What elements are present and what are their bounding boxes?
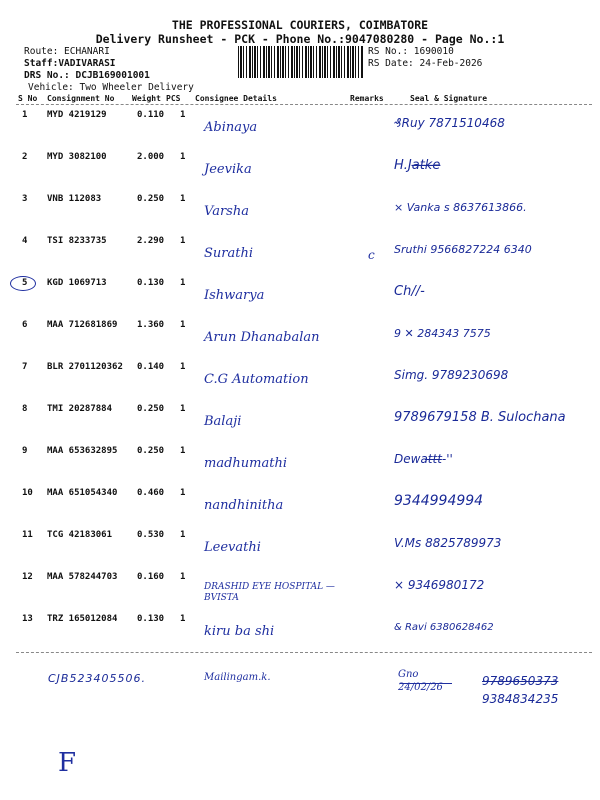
row-consignee-handwritten: Surathi [204, 246, 253, 261]
staff-label: Staff: [24, 58, 59, 69]
row-pcs: 1 [180, 362, 186, 372]
row-consignment-no: TMI 20287884 [47, 404, 113, 414]
route-label: Route: ECHANARI [24, 46, 110, 57]
row-consignee-handwritten: kiru ba shi [204, 624, 275, 639]
row-consignment-no: KGD 1069713 [47, 278, 107, 288]
row-weight: 0.460 [137, 488, 165, 498]
date-underline [400, 683, 452, 684]
row-consignment-no: MAA 712681869 [47, 320, 118, 330]
staff-line [24, 58, 116, 69]
row-signature: 9344994994 [394, 493, 484, 509]
row-sno: 13 [22, 614, 33, 624]
row-consignment-no: BLR 2701120362 [47, 362, 123, 372]
row-sno: 6 [22, 320, 28, 330]
row-weight: 0.530 [137, 530, 165, 540]
company-title: THE PROFESSIONAL COURIERS, COIMBATORE [171, 18, 429, 32]
row-signature: Simg. 9789230698 [394, 368, 509, 382]
row-sno: 1 [22, 110, 28, 120]
row-sno: 9 [22, 446, 28, 456]
row-pcs: 1 [180, 110, 186, 120]
row-consignee-handwritten: Jeevika [204, 162, 252, 177]
runsheet-subtitle: Delivery Runsheet - PCK - Phone No.:9047080280 - Page No.:1 [95, 32, 505, 46]
row-pcs: 1 [180, 614, 186, 624]
row-weight: 1.360 [137, 320, 165, 330]
row-pcs: 1 [180, 194, 186, 204]
row-sno: 12 [22, 572, 33, 582]
row-signature: Dewat̶t̶t̶-'' [394, 452, 453, 466]
row-consignee-handwritten: Balaji [204, 414, 242, 429]
col-signature: Seal & Signature [410, 94, 488, 103]
row-signature: H.Ja̶t̶k̶e̶ [394, 158, 441, 173]
row-consignment-no: MAA 651054340 [47, 488, 118, 498]
row-sno: 10 [22, 488, 33, 498]
row-consignee-handwritten: Leevathi [204, 540, 261, 555]
row-sno: 8 [22, 404, 28, 414]
row-pcs: 1 [180, 404, 186, 414]
barcode-image [238, 46, 364, 78]
row-weight: 2.000 [137, 152, 165, 162]
row-sno: 2 [22, 152, 28, 162]
header-divider [16, 104, 592, 105]
col-consignee: Consignee Details [195, 94, 277, 103]
col-weight: Weight [132, 94, 161, 103]
row-weight: 0.250 [137, 446, 165, 456]
row-pcs: 1 [180, 572, 186, 582]
row-weight: 0.110 [137, 110, 165, 120]
row-signature: × 9346980172 [394, 578, 485, 592]
row-consignee-handwritten: C.G Automation [204, 372, 309, 387]
row-weight: 0.130 [137, 614, 165, 624]
row-signature: × Vanka s 8637613866. [394, 201, 527, 214]
col-consignment: Consignment No [47, 94, 115, 103]
row-signature: Ch//- [394, 284, 425, 299]
row-weight: 2.290 [137, 236, 165, 246]
drs-label: DRS No.: [24, 70, 70, 81]
row-consignee-handwritten: nandhinitha [204, 498, 284, 513]
row-pcs: 1 [180, 278, 186, 288]
drs-line [24, 70, 150, 81]
row-sno: 3 [22, 194, 28, 204]
col-pcs: PCS [166, 94, 181, 103]
footer-date-signature: Gno 24/02/26 [398, 669, 443, 693]
row-consignment-no: TRZ 165012084 [47, 614, 118, 624]
row-consignee-handwritten: Varsha [204, 204, 249, 219]
row-sno: 5 [22, 278, 28, 288]
row-consignment-no: TCG 42183061 [47, 530, 113, 540]
drs-value: DCJB169001001 [75, 70, 150, 81]
table-end-divider [16, 652, 592, 653]
row-consignment-no: MAA 578244703 [47, 572, 118, 582]
footer-corner-mark: F [58, 748, 77, 778]
row-signature: 9789679158 B. Sulochana [394, 410, 566, 425]
row-pcs: 1 [180, 236, 186, 246]
footer-middle-note: Mailingam.k. [204, 672, 271, 683]
row-consignment-no: MYD 3082100 [47, 152, 107, 162]
row-weight: 0.160 [137, 572, 165, 582]
row-pcs: 1 [180, 488, 186, 498]
row-sno: 7 [22, 362, 28, 372]
col-remarks: Remarks [350, 94, 384, 103]
row-consignment-no: TSI 8233735 [47, 236, 107, 246]
row-weight: 0.250 [137, 194, 165, 204]
staff-value: VADIVARASI [58, 58, 116, 69]
row-pcs: 1 [180, 152, 186, 162]
footer-phone: 9384834235 [482, 692, 559, 706]
row-signature: V.Ms 8825789973 [394, 536, 502, 550]
row-consignee-handwritten: Ishwarya [204, 288, 265, 303]
row5-circle-mark [10, 276, 36, 291]
rs-date: RS Date: 24-Feb-2026 [368, 58, 483, 69]
row-consignment-no: VNB 112083 [47, 194, 102, 204]
footer-struck-phone: 9789650373 [482, 674, 559, 688]
row-weight: 0.140 [137, 362, 165, 372]
row-consignment-no: MAA 653632895 [47, 446, 118, 456]
row-weight: 0.130 [137, 278, 165, 288]
footer-left-note: CJB523405506. [48, 672, 146, 685]
row-weight: 0.250 [137, 404, 165, 414]
row-sno: 4 [22, 236, 28, 246]
row-consignee-handwritten: madhumathi [204, 456, 287, 471]
row-pcs: 1 [180, 320, 186, 330]
row-pcs: 1 [180, 446, 186, 456]
row-sno: 11 [22, 530, 33, 540]
row-consignee-handwritten: Arun Dhanabalan [204, 330, 320, 345]
row-consignee-handwritten: Abinaya [204, 120, 258, 135]
row-signature: ₰Ruy 7871510468 [394, 116, 505, 130]
row-signature: Sruthi 9566827224 6340 [394, 243, 532, 256]
row-pcs: 1 [180, 530, 186, 540]
row-signature: & Ravi 6380628462 [394, 622, 494, 633]
vehicle-label: Vehicle: Two Wheeler Delivery [28, 82, 194, 93]
row-remarks: c [368, 248, 375, 262]
row-consignee-handwritten: DRASHID EYE HOSPITAL — BVISTA [204, 582, 335, 603]
rs-number: RS No.: 1690010 [368, 46, 454, 57]
row-signature: 9 ✕ 284343 7575 [394, 327, 491, 340]
col-sno: S No [18, 94, 38, 103]
row-consignment-no: MYD 4219129 [47, 110, 107, 120]
